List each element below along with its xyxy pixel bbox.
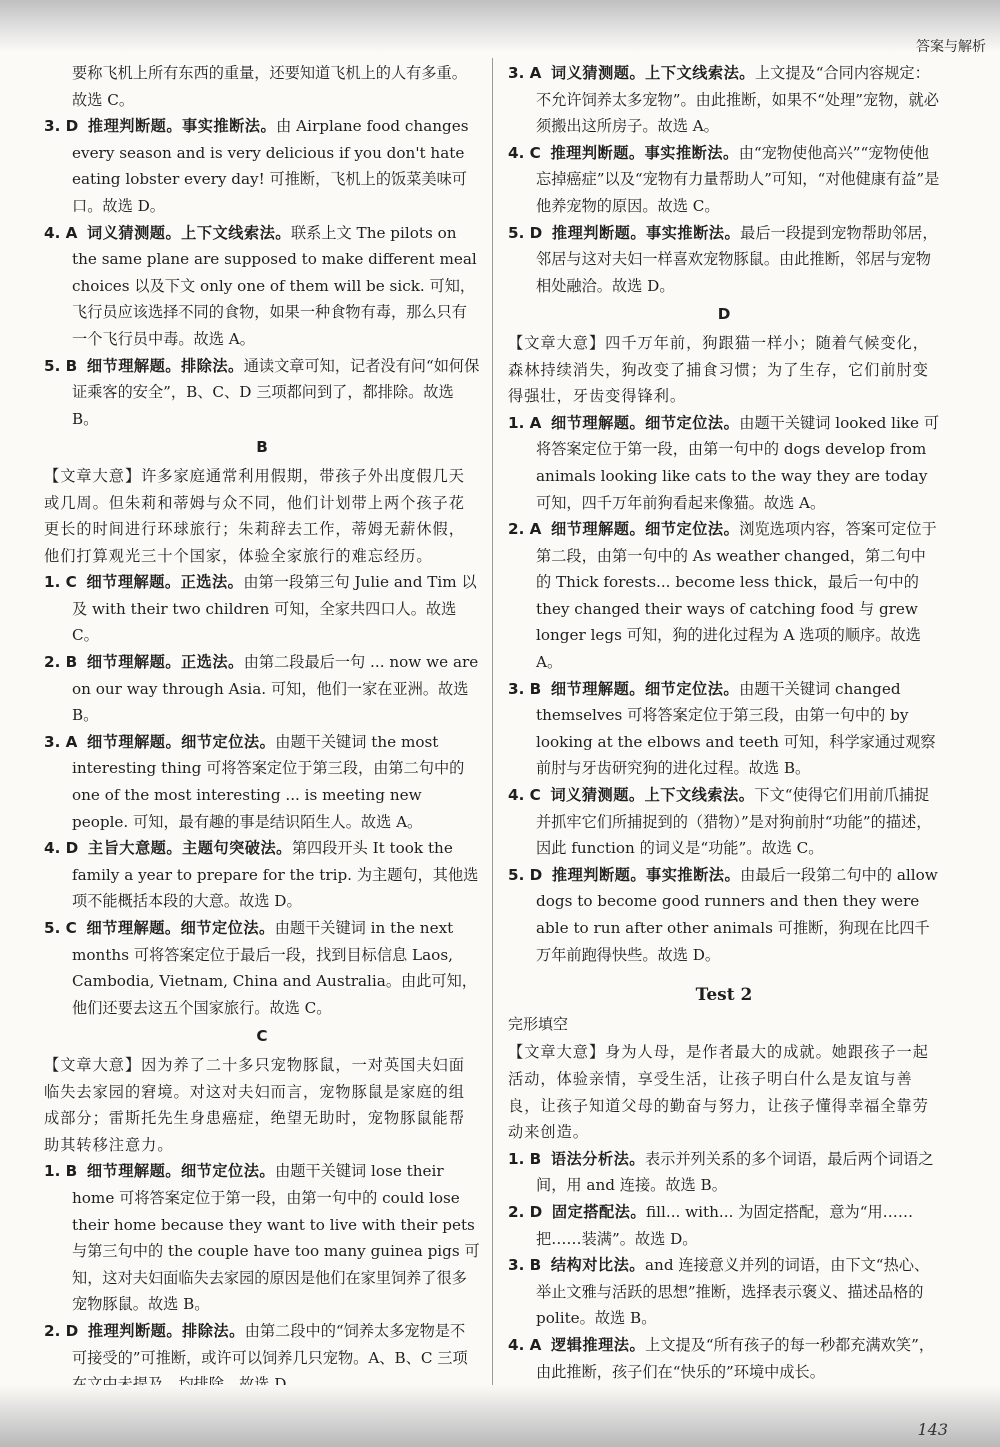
answer-item: 3. A 细节理解题。细节定位法。由题干关键词 the most interesting thing 可将答案定位于第三段，由第二句中的 one of the most interesting ... is meeting new people. 可知，最有趣的事是结识陌生人。故选 A。 [44,732,465,831]
answer-item: 5. D 推理判断题。事实推断法。最后一段提到宠物帮助邻居，邻居与这对夫妇一样喜欢宠物豚鼠。由此推断，邻居与宠物相处融洽。故选 D。 [508,223,938,295]
answer-item: 4. C 词义猜测题。上下文线索法。下文“使得它们用前爪捕捉并抓牢它们所捕捉到的（猎物）”是对狗前肘“功能”的描述，因此 function 的词义是“功能”。故选 C。 [508,786,932,858]
answer-item: 5. C 细节理解题。细节定位法。由题干关键词 in the next months 可将答案定位于最后一段，找到目标信息 Laos, Cambodia, Vietnam, China and Australia。由此可知，他们还要去这五个国家旅行。故选 C。 [44,919,477,1017]
answer-item: 1. B 细节理解题。细节定位法。由题干关键词 lose their home 可将答案定位于第一段，由第一句中的 could lose their home because they want to live with their pets 与第三句中的 the couple have too many guinea pigs 可知，这对夫妇面临失去家园的原因是他们在家里饲养了很多宠物豚鼠。故选 B。 [44,1162,480,1314]
article-summary: 【文章大意】身为人母，是作者最大的成就。她跟孩子一起活动，体验亲情，享受生活，让孩子明白什么是友谊与善良，让孩子知道父母的勤奋与努力，让孩子懂得幸福全靠劳动来创造。 [508,1043,929,1142]
bottom-decorative-band [0,1385,1000,1447]
page-number: 143 [917,1420,948,1439]
top-decorative-band [0,0,1000,52]
answer-item: 4. D 主旨大意题。主题句突破法。第四段开头 It took the family a year to prepare for the trip. 为主题句，其他选项不能概括本段的大意。故选 D。 [44,839,479,911]
article-summary: 【文章大意】因为养了二十多只宠物豚鼠，一对英国夫妇面临失去家园的窘境。对这对夫妇而言，宠物豚鼠是家庭的组成部分；雷斯托先生身患癌症，绝望无助时，宠物豚鼠能帮助其转移注意力。 [44,1055,465,1154]
answer-item: 3. B 结构对比法。and 连接意义并列的词语，由下文“热心、举止文雅与活跃的思想”推断，选择表示褒义、描述品格的 polite。故选 B。 [508,1256,930,1328]
header-section-label: 答案与解析 [916,39,986,55]
article-summary: 【文章大意】许多家庭通常利用假期，带孩子外出度假几天或几周。但朱莉和蒂姆与众不同，他们计划带上两个孩子花更长的时间进行环球旅行；朱莉辞去工作，蒂姆无薪休假，他们打算观光三十个国家，体验全家旅行的难忘经历。 [44,466,465,565]
answer-item: 2. B 细节理解题。正选法。由第二段最后一句 ... now we are on our way through Asia. 可知，他们一家在亚洲。故选 B。 [44,653,479,725]
answer-item: 2. D 推理判断题。排除法。由第二段中的“饲养太多宠物是不可接受的”可推断，或许可以饲养几只宠物。A、B、C 三项 [44,1321,468,1367]
column-divider [492,58,493,1388]
left-column [44,60,480,1398]
answer-item: 4. C 推理判断题。事实推断法。由“宠物使他高兴”“宠物使他忘掉癌症”以及“宠物有力量帮助人”可知，“对他健康有益”是他养宠物的原因。故选 C。 [508,143,940,215]
answer-item: 2. D 固定搭配法。fill... with... 为固定搭配，意为“用……把……装满”。故选 D。 [508,1202,914,1248]
answer-item: 1. B 语法分析法。表示并列关系的多个词语，最后两个词语之间，用 and 连接。故选 B。 [508,1149,934,1195]
section-heading-d: D [717,305,731,324]
section-heading-b: B [256,438,268,457]
answer-item: 4. A 逻辑推理法。上文提及“所有孩子的每一秒都充满欢笑”，由此推断，孩子们在“快乐的”环境中成长。 [508,1335,935,1381]
answer-item: 1. A 细节理解题。细节定位法。由题干关键词 looked like 可将答案定位于第一段，由第一句中的 dogs develop from animals looking like cats to the way they are today 可知，四千万年前狗看起来像猫。故选 A。 [508,413,940,512]
cloze-label: 完形填空 [508,1014,569,1033]
continued-text: 要称飞机上所有东西的重量，还要知道飞机上的人有多重。故选 C。 [72,64,467,109]
test-title: Test 2 [695,985,753,1006]
article-summary: 【文章大意】四千万年前，狗跟猫一样小；随着气候变化，森林持续消失，狗改变了捕食习惯；为了生存，它们前肘变得强壮，牙齿变得锋利。 [508,333,929,406]
answer-item: 3. D 推理判断题。事实推断法。由 Airplane food changes every season and is very delicious if you don't hate eating lobster every day! 可推断，飞机上的饭菜美味可口。故选 D。 [44,117,469,215]
answer-item: 1. C 细节理解题。正选法。由第一段第三句 Julie and Tim 以及 with their two children 可知，全家共四口人。故选 C。 [44,573,477,645]
right-column [508,60,940,1385]
answer-item: 3. A 词义猜测题。上下文线索法。上文提及“合同内容规定：不允许饲养太多宠物”。由此推断，如果不“处理”宠物，就必须搬出这所房子。故选 A。 [508,64,939,136]
answer-item: 2. A 细节理解题。细节定位法。浏览选项内容，答案可定位于第二段，由第一句中的 As weather changed，第二句中的 Thick forests... become less thick，最后一句中的 they changed their ways of catching food 与 grew longer legs 可知，狗的进化过程为 A 选项的顺序。故选 A。 [508,520,937,672]
section-heading-c: C [256,1027,268,1046]
answer-item: 4. A 词义猜测题。上下文线索法。联系上文 The pilots on the same plane are supposed to make different meal choices 以及下文 only one of them will be sick. 可知，飞行员应该选择不同的食物，如果一种食物有毒，那么只有一个飞行员中毒。故选 A。 [44,223,477,348]
answer-item: 5. B 细节理解题。排除法。通读文章可知，记者没有问“如何保证乘客的安全”，B、C、D 三项都问到了，都排除。故选 B。 [44,356,480,428]
answer-item: 3. B 细节理解题。细节定位法。由题干关键词 changed themselves 可将答案定位于第三段，由第一句中的 by looking at the elbows and teeth 可知，科学家通过观察前肘与牙齿研究狗的进化过程。故选 B。 [508,679,936,778]
answer-item: 5. D 推理判断题。事实推断法。由最后一段第二句中的 allow dogs to become good runners and then they were able to run after other animals 可推断，狗现在比四千万年前跑得快些。故选 D。 [508,865,938,964]
